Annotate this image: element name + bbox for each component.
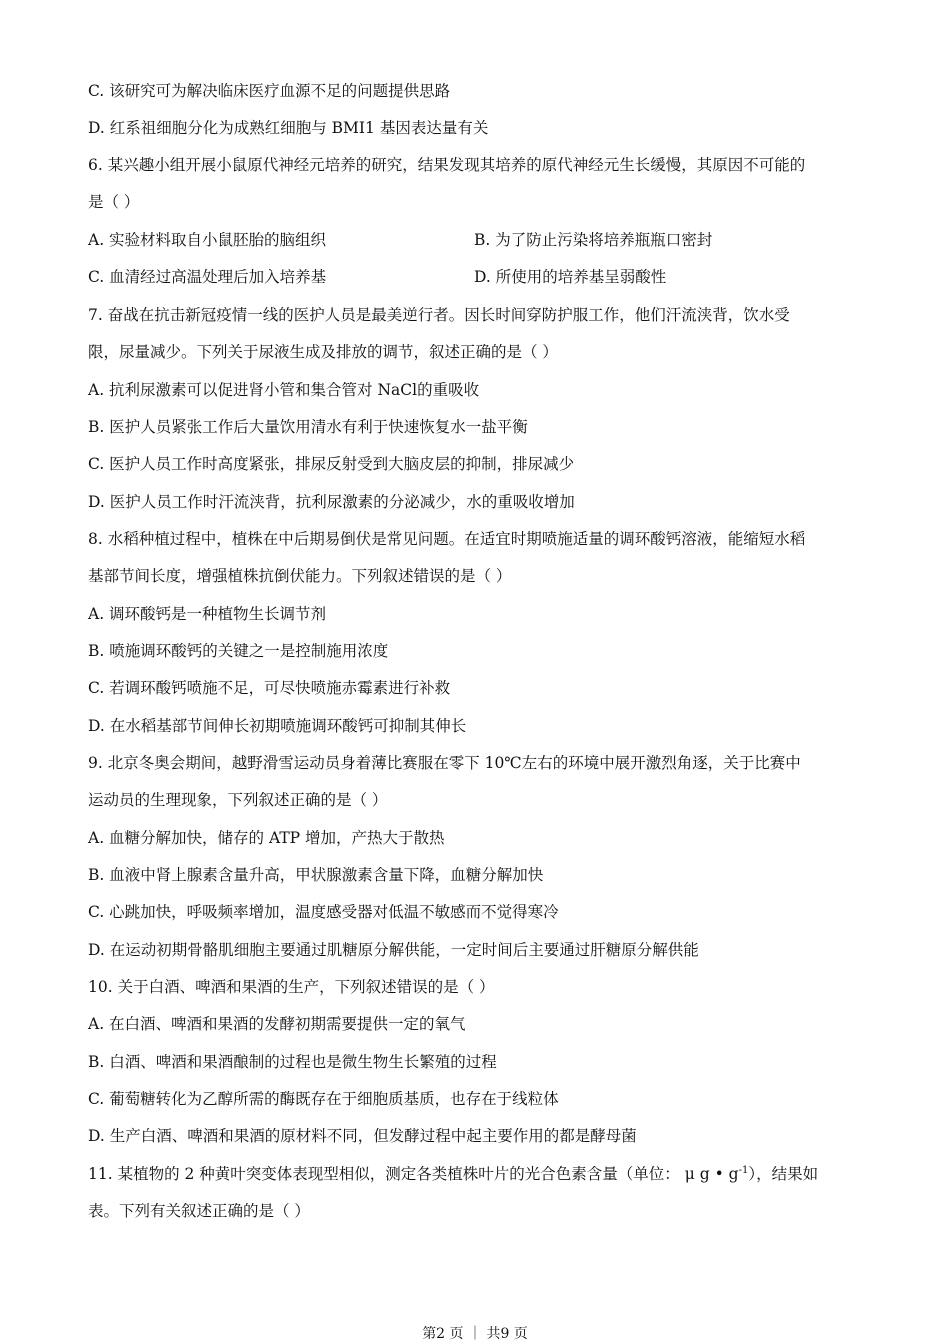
option-text: D. 所使用的培养基呈弱酸性 (474, 268, 667, 286)
question-text: 表。下列有关叙述正确的是（ ） (88, 1202, 310, 1220)
option-text: A. 抗利尿激素可以促进肾小管和集合管对 NaCl的重吸收 (88, 381, 480, 399)
question-text: 限，尿量减少。下列关于尿液生成及排放的调节，叙述正确的是（ ） (88, 343, 558, 361)
unit-superscript: -1 (738, 1164, 749, 1176)
option-row (88, 230, 326, 250)
option-text: A. 实验材料取自小鼠胚胎的脑组织 (88, 231, 327, 249)
question-9-stem: 9. 北京冬奥会期间，越野滑雪运动员身着薄比赛服在零下 10℃左右的环境中展开激烈角逐，关于比赛中 (88, 754, 801, 772)
option-text: D. 在运动初期骨骼肌细胞主要通过肌糖原分解供能，一定时间后主要通过肝糖原分解供能 (88, 941, 699, 959)
option-text: D. 医护人员工作时汗流浃背，抗利尿激素的分泌减少，水的重吸收增加 (88, 493, 575, 511)
option-text: C. 医护人员工作时高度紧张，排尿反射受到大脑皮层的抑制，排尿减少 (88, 455, 575, 473)
option-text: B. 血液中肾上腺素含量升高，甲状腺激素含量下降，血糖分解加快 (88, 866, 544, 884)
option-text: B. 白酒、啤酒和果酒酿制的过程也是微生物生长繁殖的过程 (88, 1053, 497, 1071)
question-text: 是（ ） (88, 193, 140, 211)
question-7-stem: 7. 奋战在抗击新冠疫情一线的医护人员是最美逆行者。因长时间穿防护服工作，他们汗流浃背，饮水受 (88, 306, 790, 324)
option-text: D. 生产白酒、啤酒和果酒的原材料不同，但发酵过程中起主要作用的都是酵母菌 (88, 1127, 637, 1145)
option-row (88, 267, 326, 287)
question-text: 运动员的生理现象，下列叙述正确的是（ ） (88, 791, 388, 809)
question-11-stem (88, 1164, 818, 1184)
option-text: B. 喷施调环酸钙的关键之一是控制施用浓度 (88, 642, 389, 660)
question-text: 11. 某植物的 2 种黄叶突变体表现型相似，测定各类植株叶片的光合色素含量（单位： μ g • g (88, 1165, 739, 1183)
option-text: A. 血糖分解加快，储存的 ATP 增加，产热大于散热 (88, 829, 445, 847)
option-text: B. 为了防止污染将培养瓶瓶口密封 (474, 231, 713, 249)
question-6-stem: 6. 某兴趣小组开展小鼠原代神经元培养的研究，结果发现其培养的原代神经元生长缓慢，其原因不可能的 (88, 156, 806, 174)
option-text: C. 若调环酸钙喷施不足，可尽快喷施赤霉素进行补救 (88, 679, 451, 697)
option-text: C. 该研究可为解决临床医疗血源不足的问题提供思路 (88, 82, 451, 100)
option-text: C. 葡萄糖转化为乙醇所需的酶既存在于细胞质基质，也存在于线粒体 (88, 1090, 559, 1108)
question-text: ），结果如 (748, 1165, 819, 1183)
option-text: A. 调环酸钙是一种植物生长调节剂 (88, 605, 327, 623)
option-text: D. 在水稻基部节间伸长初期喷施调环酸钙可抑制其伸长 (88, 717, 467, 735)
option-text: D. 红系祖细胞分化为成熟红细胞与 BMI1 基因表达量有关 (88, 119, 489, 137)
option-text: C. 血清经过高温处理后加入培养基 (88, 268, 327, 286)
question-8-stem: 8. 水稻种植过程中，植株在中后期易倒伏是常见问题。在适宜时期喷施适量的调环酸钙溶液，能缩短水稻 (88, 530, 806, 548)
question-10-stem: 10. 关于白酒、啤酒和果酒的生产，下列叙述错误的是（ ） (88, 978, 495, 996)
page-footer: 第2 页 ｜ 共9 页 (422, 1326, 528, 1342)
question-text: 基部节间长度，增强植株抗倒伏能力。下列叙述错误的是（ ） (88, 567, 512, 585)
option-text: B. 医护人员紧张工作后大量饮用清水有利于快速恢复水一盐平衡 (88, 418, 528, 436)
option-text: A. 在白酒、啤酒和果酒的发酵初期需要提供一定的氧气 (88, 1015, 466, 1033)
option-text: C. 心跳加快，呼吸频率增加，温度感受器对低温不敏感而不觉得寒冷 (88, 903, 559, 921)
